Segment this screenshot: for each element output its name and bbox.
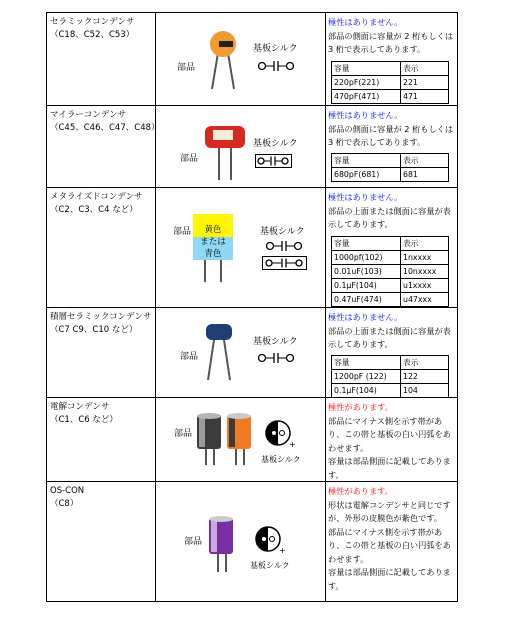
description: 極性はありません。 部品の側面に容量が 2 桁もしくは 3 桁で表示してあります。 xyxy=(328,110,454,147)
row-multilayer-ceramic xyxy=(47,307,457,397)
row-electrolytic xyxy=(47,397,457,481)
col-divider xyxy=(155,308,156,397)
polarity-silk-icon xyxy=(265,420,295,450)
silk-footprint-icon xyxy=(257,60,297,72)
part-label: 部品 xyxy=(174,429,193,439)
capacity-table: 容量 表示 1200pF (122) 122 0.1μF(104) 104 xyxy=(331,355,449,398)
col-divider xyxy=(155,398,156,481)
silk-footprint-icon xyxy=(255,154,293,168)
col-divider xyxy=(325,482,326,601)
electrolytic-capacitor-icon xyxy=(227,413,255,465)
part-label: 部品 xyxy=(173,227,192,237)
board-silk-label: 基板シルク xyxy=(261,455,301,464)
description: 極性はありません。 部品の側面に容量が 2 桁もしくは 3 桁で表示してあります。 xyxy=(328,17,454,54)
svg-text:+: + xyxy=(279,546,286,555)
part-label: 部品 xyxy=(180,352,199,362)
capacitor-table xyxy=(46,12,458,602)
board-silk-label: 基板シルク xyxy=(253,139,298,149)
ceramic-capacitor-icon xyxy=(202,31,252,103)
description: 極性があります。 部品にマイナス側を示す帯があり、この帯と基板の白い円弧をあわせます。 容量は部品側面に記載してあります。 xyxy=(328,402,451,480)
capacitor-name: セラミックコンデンサ （C18、C52、C53） xyxy=(50,17,135,40)
row-mylar xyxy=(47,105,457,187)
capacity-table: 容量 表示 680pF(681) 681 xyxy=(331,153,449,182)
board-silk-label: 基板シルク xyxy=(250,561,290,570)
silk-footprint-icon xyxy=(257,352,297,364)
capacitor-name: メタライズドコンデンサ （C2、C3、C4 など） xyxy=(50,192,143,215)
multilayer-capacitor-icon xyxy=(202,324,242,390)
body-color-text: 黄色 または 青色 xyxy=(200,225,226,259)
svg-text:+: + xyxy=(289,440,296,449)
capacitor-name: 積層セラミックコンデンサ （C7 C9、C10 など） xyxy=(50,312,152,335)
board-silk-label: 基板シルク xyxy=(253,337,298,347)
board-silk-label: 基板シルク xyxy=(260,227,305,237)
capacity-table: 容量 表示 1000pf(102) 1nxxxx 0.01uF(103) 10nxxxx 0.1μF(104) u1xxxx 0.47uF(474) u47xxx xyxy=(331,236,449,307)
description: 極性があります。 形状は電解コンデンサと同じですが、外形の皮膜色が紫色です。 部品にマイナス側を示す帯があり、この帯と基板の白い円弧をあわせます。 容量は部品側面に記載してあります。 xyxy=(328,486,451,591)
silk-footprint-icon xyxy=(265,240,305,252)
part-label: 部品 xyxy=(184,537,203,547)
capacitor-name: OS-CON （C8） xyxy=(50,486,85,509)
silk-footprint-icon xyxy=(262,256,308,270)
os-con-capacitor-icon xyxy=(209,516,237,572)
capacitor-name: マイラーコンデンサ （C45、C46、C47、C48） xyxy=(50,110,160,133)
row-metallized xyxy=(47,187,457,307)
capacity-table: 容量 表示 220pF(221) 221 470pF(471) 471 xyxy=(331,61,449,104)
polarity-silk-icon xyxy=(255,526,285,556)
electrolytic-capacitor-icon xyxy=(197,413,225,465)
col-divider xyxy=(325,13,326,105)
mylar-capacitor-icon xyxy=(205,124,251,184)
capacitor-name: 電解コンデンサ （C1、C6 など） xyxy=(50,402,118,425)
description: 極性はありません。 部品の上面または側面に容量が表示してあります。 xyxy=(328,192,451,229)
row-ceramic xyxy=(47,13,457,105)
col-divider xyxy=(325,308,326,397)
col-divider xyxy=(155,188,156,307)
col-divider xyxy=(155,13,156,105)
board-silk-label: 基板シルク xyxy=(253,44,298,54)
col-divider xyxy=(325,106,326,187)
description: 極性はありません。 部品の上面または側面に容量が表示してあります。 xyxy=(328,312,451,349)
row-os-con xyxy=(47,481,457,601)
col-divider xyxy=(325,398,326,481)
part-label: 部品 xyxy=(177,63,196,73)
col-divider xyxy=(325,188,326,307)
part-label: 部品 xyxy=(180,154,199,164)
col-divider xyxy=(155,482,156,601)
